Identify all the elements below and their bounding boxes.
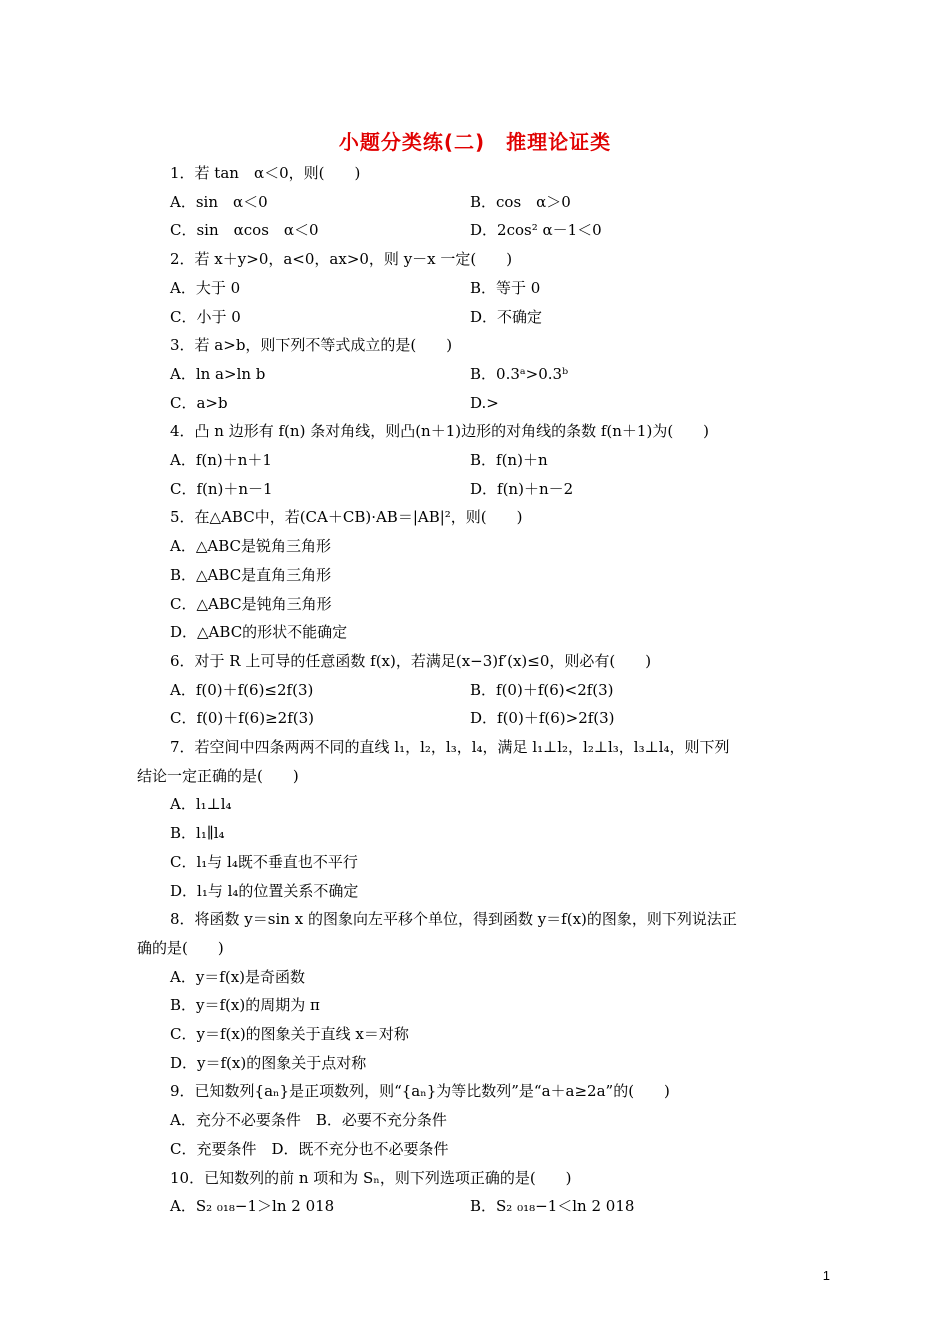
text-line: C．y＝f(x)的图象关于直线 x＝对称 — [170, 1025, 409, 1043]
option-right: D．f(n)＋n－2 — [470, 480, 574, 498]
option-right: D．f(0)＋f(6)>2f(3) — [470, 709, 615, 727]
text-line: C．a>b — [170, 394, 228, 412]
text-line: 确的是( ) — [137, 939, 224, 957]
text-line: D．y＝f(x)的图象关于点对称 — [170, 1054, 367, 1072]
text-line: A．充分不必要条件 B．必要不充分条件 — [170, 1111, 447, 1129]
option-right: D．2cos² α－1＜0 — [470, 221, 602, 239]
text-line: 10．已知数列的前 n 项和为 Sₙ，则下列选项正确的是( ) — [170, 1169, 572, 1187]
text-line: A．y＝f(x)是奇函数 — [170, 968, 306, 986]
text-line: A．△ABC是锐角三角形 — [170, 537, 331, 555]
text-line: A．ln a>ln b — [170, 365, 266, 383]
text-line: 5．在△ABC中，若(CA＋CB)·AB＝|AB|²，则( ) — [170, 508, 523, 526]
option-right: D．不确定 — [470, 308, 543, 326]
text-line: 7．若空间中四条两两不同的直线 l₁，l₂，l₃，l₄，满足 l₁⊥l₂，l₂⊥l₃，l₃⊥l₄，则下列 — [170, 738, 730, 756]
text-line: 2．若 x＋y>0，a<0，ax>0，则 y－x 一定( ) — [170, 250, 513, 268]
text-line: 6．对于 R 上可导的任意函数 f(x)，若满足(x−3)f′(x)≤0，则必有( ) — [170, 652, 652, 670]
text-line: A．f(0)＋f(6)≤2f(3) — [170, 681, 314, 699]
option-right: B．f(0)＋f(6)<2f(3) — [470, 681, 614, 699]
text-line: A．f(n)＋n＋1 — [170, 451, 272, 469]
text-line: A．sin α＜0 — [170, 193, 268, 211]
text-line: C．l₁与 l₄既不垂直也不平行 — [170, 853, 358, 871]
text-line: C．sin αcos α＜0 — [170, 221, 319, 239]
option-right: B．cos α＞0 — [470, 193, 571, 211]
text-line: C．△ABC是钝角三角形 — [170, 595, 332, 613]
text-line: A．S₂ ₀₁₈−1＞ln 2 018 — [170, 1197, 335, 1215]
text-line: C．f(n)＋n－1 — [170, 480, 273, 498]
option-right: B．等于 0 — [470, 279, 541, 297]
text-line: 1．若 tan α＜0，则( ) — [170, 164, 361, 182]
text-line: 3．若 a>b，则下列不等式成立的是( ) — [170, 336, 453, 354]
text-line: B．△ABC是直角三角形 — [170, 566, 332, 584]
text-line: D．l₁与 l₄的位置关系不确定 — [170, 882, 359, 900]
text-line: B．y＝f(x)的周期为 π — [170, 996, 320, 1014]
text-line: 8．将函数 y＝sin x 的图象向左平移个单位，得到函数 y＝f(x)的图象，则下列说法正 — [170, 910, 737, 928]
text-line: 4．凸 n 边形有 f(n) 条对角线，则凸(n＋1)边形的对角线的条数 f(n＋1)为( ) — [170, 422, 710, 440]
option-right: B．f(n)＋n — [470, 451, 548, 469]
text-line: C．f(0)＋f(6)≥2f(3) — [170, 709, 314, 727]
option-right: D.> — [470, 394, 499, 412]
text-line: D．△ABC的形状不能确定 — [170, 623, 348, 641]
text-line: A．l₁⊥l₄ — [170, 795, 232, 813]
text-line: 9．已知数列{aₙ}是正项数列，则“{aₙ}为等比数列”是“a＋a≥2a”的( ) — [170, 1082, 670, 1100]
text-line: C．小于 0 — [170, 308, 241, 326]
text-line: B．l₁∥l₄ — [170, 824, 225, 842]
page-number: 1 — [822, 1268, 830, 1283]
text-line: 结论一定正确的是( ) — [137, 767, 299, 785]
option-right: B．0.3ᵃ>0.3ᵇ — [470, 365, 569, 383]
page-title: 小题分类练(二) 推理论证类 — [338, 130, 612, 154]
text-line: C．充要条件 D．既不充分也不必要条件 — [170, 1140, 449, 1158]
text-line: A．大于 0 — [170, 279, 241, 297]
option-right: B．S₂ ₀₁₈−1＜ln 2 018 — [470, 1197, 635, 1215]
